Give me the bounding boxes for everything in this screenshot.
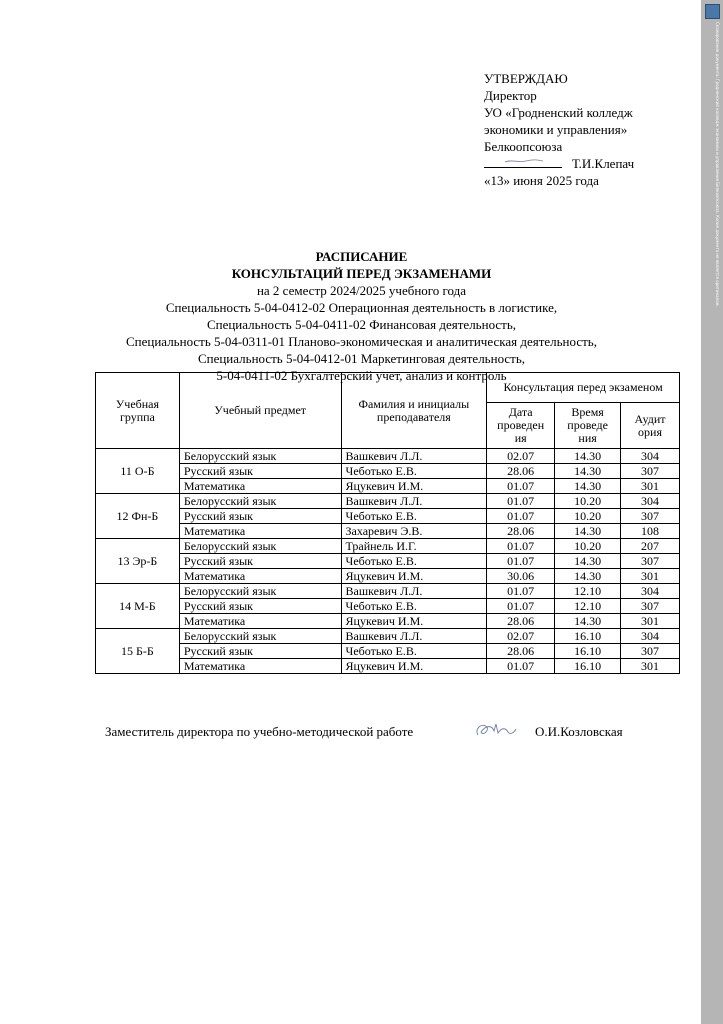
teacher-cell: Яцукевич И.М.: [341, 659, 487, 674]
date-cell: 28.06: [487, 524, 555, 539]
table-row: [96, 644, 680, 659]
room-cell: 307: [621, 464, 680, 479]
date-cell: 01.07: [487, 494, 555, 509]
time-cell: 12.10: [555, 584, 621, 599]
teacher-cell: Чеботько Е.В.: [341, 509, 487, 524]
subject-cell: Математика: [179, 569, 341, 584]
director-signature: [484, 155, 562, 168]
heading-line5: Специальность 5-04-0412-01 Маркетинговая деятельность,: [197, 351, 526, 366]
table-row: [96, 569, 680, 584]
scan-sidebar: [701, 0, 723, 1024]
table-row: [96, 479, 680, 494]
date-cell: 01.07: [487, 584, 555, 599]
subject-cell: Белорусский язык: [179, 584, 341, 599]
schedule-body: [96, 449, 680, 674]
subject-cell: Математика: [179, 479, 341, 494]
room-cell: 307: [621, 644, 680, 659]
approval-title: УТВЕРЖДАЮ: [484, 71, 568, 86]
heading-title2: КОНСУЛЬТАЦИЙ ПЕРЕД ЭКЗАМЕНАМИ: [231, 266, 492, 281]
teacher-cell: Захаревич Э.В.: [341, 524, 487, 539]
table-row: [96, 524, 680, 539]
time-cell: 16.10: [555, 629, 621, 644]
heading-line2: Специальность 5-04-0412-02 Операционная деятельность в логистике,: [165, 300, 558, 315]
table-row: [96, 554, 680, 569]
approval-org-line3: Белкоопсоюза: [484, 139, 563, 154]
time-cell: 10.20: [555, 494, 621, 509]
table-row: [96, 659, 680, 674]
room-cell: 108: [621, 524, 680, 539]
time-cell: 14.30: [555, 554, 621, 569]
scan-stamp-text: Сканирование документа: Гродненский колледж экономики и управления Белкоопсоюза. Копия документа не является оригиналом.: [715, 22, 720, 307]
room-cell: 301: [621, 659, 680, 674]
room-cell: 301: [621, 614, 680, 629]
time-cell: 10.20: [555, 509, 621, 524]
room-cell: 304: [621, 449, 680, 464]
subject-cell: Русский язык: [179, 464, 341, 479]
subject-cell: Русский язык: [179, 509, 341, 524]
table-row: [96, 629, 680, 644]
table-row: [96, 599, 680, 614]
date-cell: 01.07: [487, 509, 555, 524]
group-cell: 13 Эр-Б: [96, 539, 180, 584]
room-cell: 304: [621, 494, 680, 509]
time-cell: 14.30: [555, 449, 621, 464]
time-cell: 14.30: [555, 464, 621, 479]
room-cell: 307: [621, 554, 680, 569]
footer-role: Заместитель директора по учебно-методической работе: [105, 724, 414, 739]
heading-line6: 5-04-0411-02 Бухгалтерский учет, анализ и контроль: [216, 368, 507, 383]
time-cell: 14.30: [555, 479, 621, 494]
room-cell: 301: [621, 569, 680, 584]
approval-signer: Т.И.Клепач: [572, 156, 635, 171]
subject-cell: Математика: [179, 524, 341, 539]
subject-cell: Белорусский язык: [179, 449, 341, 464]
date-cell: 28.06: [487, 614, 555, 629]
subject-cell: Математика: [179, 659, 341, 674]
heading-line4: Специальность 5-04-0311-01 Планово-экономическая и аналитическая деятельность,: [126, 334, 597, 349]
room-cell: 304: [621, 629, 680, 644]
subject-cell: Белорусский язык: [179, 539, 341, 554]
date-cell: 01.07: [487, 554, 555, 569]
time-cell: 14.30: [555, 614, 621, 629]
approval-block: [484, 70, 684, 189]
room-cell: 307: [621, 599, 680, 614]
date-cell: 30.06: [487, 569, 555, 584]
teacher-cell: Яцукевич И.М.: [341, 614, 487, 629]
subject-cell: Русский язык: [179, 644, 341, 659]
teacher-cell: Вашкевич Л.Л.: [341, 449, 487, 464]
teacher-cell: Чеботько Е.В.: [341, 599, 487, 614]
room-cell: 207: [621, 539, 680, 554]
room-cell: 307: [621, 509, 680, 524]
header-time: Время проведе ния: [555, 403, 621, 449]
time-cell: 12.10: [555, 599, 621, 614]
teacher-cell: Чеботько Е.В.: [341, 644, 487, 659]
teacher-cell: Яцукевич И.М.: [341, 479, 487, 494]
heading-line1: на 2 семестр 2024/2025 учебного года: [256, 283, 467, 298]
room-cell: 301: [621, 479, 680, 494]
group-cell: 12 Фн-Б: [96, 494, 180, 539]
table-row: [96, 584, 680, 599]
subject-cell: Белорусский язык: [179, 494, 341, 509]
approval-position: Директор: [484, 88, 537, 103]
subject-cell: Русский язык: [179, 599, 341, 614]
approval-org-line2: экономики и управления»: [484, 122, 628, 137]
header-teacher: Фамилия и инициалы преподавателя: [341, 373, 487, 449]
table-row: [96, 509, 680, 524]
teacher-cell: Вашкевич Л.Л.: [341, 494, 487, 509]
document-heading: [0, 248, 723, 384]
time-cell: 16.10: [555, 644, 621, 659]
time-cell: 14.30: [555, 569, 621, 584]
date-cell: 01.07: [487, 659, 555, 674]
header-room: Аудит ория: [621, 403, 680, 449]
teacher-cell: Трайнель И.Г.: [341, 539, 487, 554]
group-cell: 15 Б-Б: [96, 629, 180, 674]
room-cell: 304: [621, 584, 680, 599]
table-row: [96, 449, 680, 464]
time-cell: 16.10: [555, 659, 621, 674]
approval-date: «13» июня 2025 года: [484, 173, 599, 188]
scanner-logo-icon: [705, 4, 720, 19]
header-group: Учебная группа: [96, 373, 180, 449]
teacher-cell: Вашкевич Л.Л.: [341, 629, 487, 644]
date-cell: 02.07: [487, 629, 555, 644]
teacher-cell: Вашкевич Л.Л.: [341, 584, 487, 599]
heading-line3: Специальность 5-04-0411-02 Финансовая деятельность,: [206, 317, 517, 332]
approval-signature-row: [484, 155, 684, 172]
date-cell: 02.07: [487, 449, 555, 464]
time-cell: 14.30: [555, 524, 621, 539]
table-row: [96, 464, 680, 479]
time-cell: 10.20: [555, 539, 621, 554]
schedule-table: [95, 372, 680, 674]
date-cell: 01.07: [487, 539, 555, 554]
subject-cell: Русский язык: [179, 554, 341, 569]
approval-org-line1: УО «Гродненский колледж: [484, 105, 633, 120]
subject-cell: Математика: [179, 614, 341, 629]
teacher-cell: Чеботько Е.В.: [341, 464, 487, 479]
table-row: [96, 494, 680, 509]
group-cell: 14 М-Б: [96, 584, 180, 629]
header-date: Дата проведен ия: [487, 403, 555, 449]
date-cell: 28.06: [487, 464, 555, 479]
footer-name: О.И.Козловская: [535, 724, 623, 739]
date-cell: 28.06: [487, 644, 555, 659]
teacher-cell: Яцукевич И.М.: [341, 569, 487, 584]
subject-cell: Белорусский язык: [179, 629, 341, 644]
header-consultation: Консультация перед экзаменом: [487, 373, 680, 403]
header-subject: Учебный предмет: [179, 373, 341, 449]
deputy-signature: [472, 719, 518, 741]
date-cell: 01.07: [487, 599, 555, 614]
table-row: [96, 614, 680, 629]
table-row: [96, 539, 680, 554]
group-cell: 11 О-Б: [96, 449, 180, 494]
date-cell: 01.07: [487, 479, 555, 494]
teacher-cell: Чеботько Е.В.: [341, 554, 487, 569]
heading-title1: РАСПИСАНИЕ: [315, 249, 408, 264]
